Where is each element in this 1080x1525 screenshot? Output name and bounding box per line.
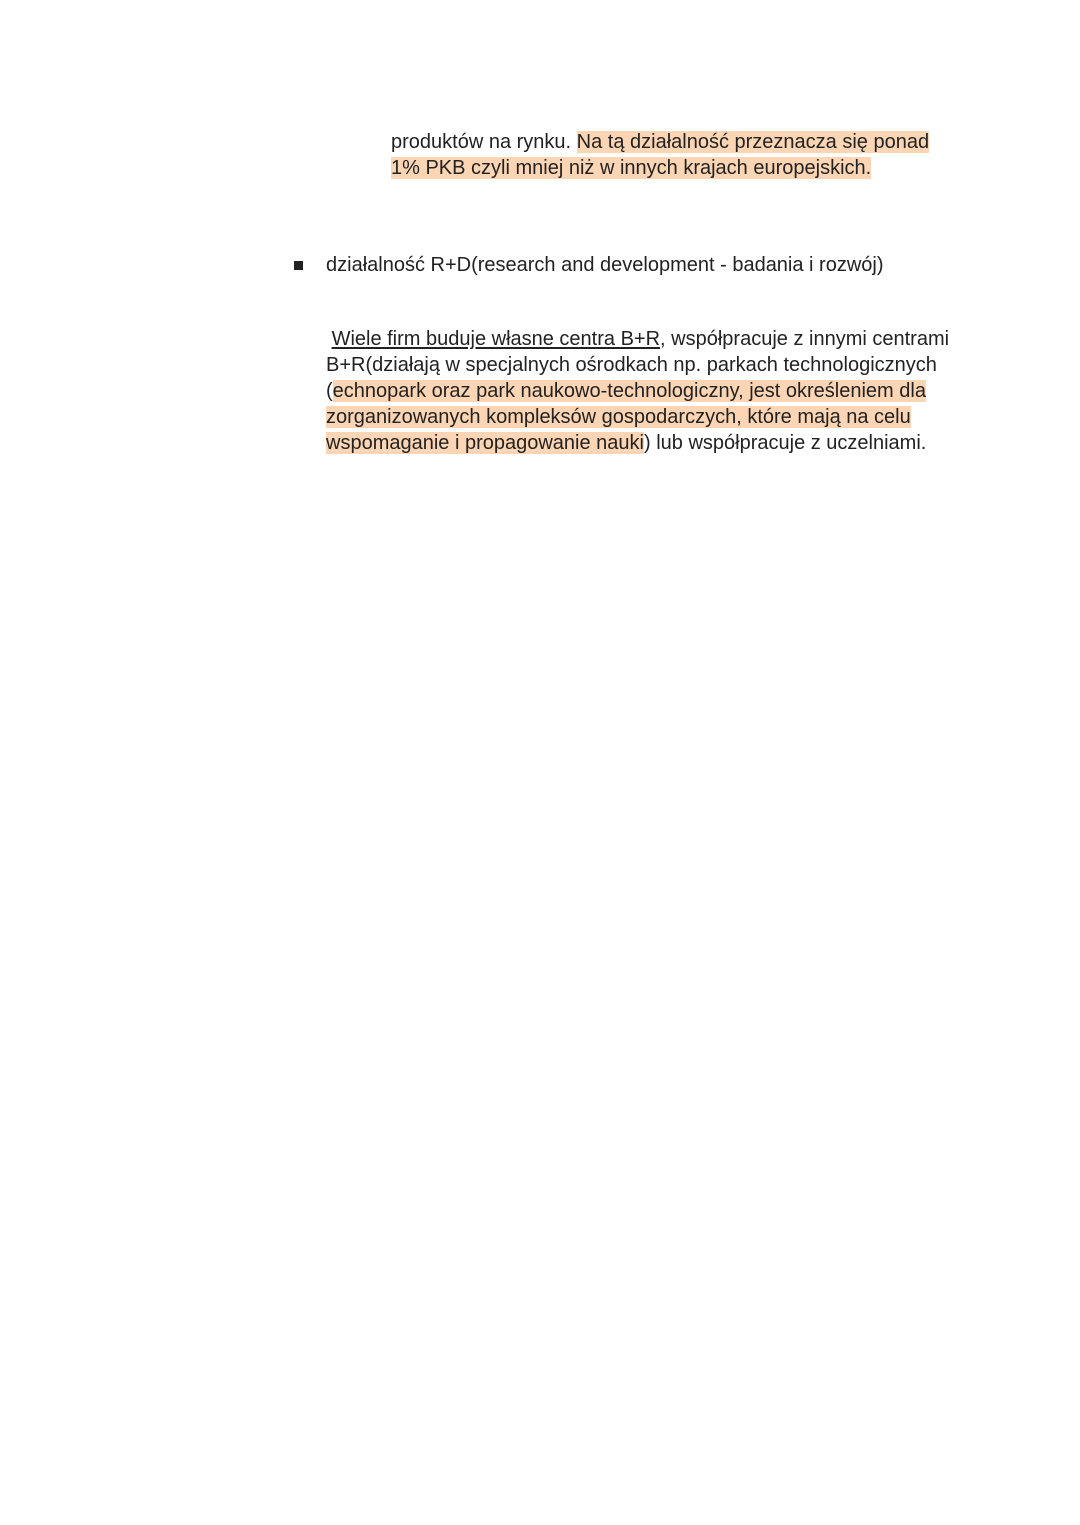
continuation-line-2	[391, 155, 929, 181]
paragraph-text: (	[326, 380, 333, 402]
paragraph-text: ) lub współpracuje z uczelniami.	[644, 432, 927, 454]
paragraph-line-3	[326, 378, 949, 404]
list-item-label: działalność R+D(research and development - badania i rozwój)	[326, 254, 884, 276]
continuation-plain-text: produktów na rynku.	[391, 131, 577, 153]
underlined-text: Wiele firm buduje własne centra B+R	[331, 328, 661, 350]
highlighted-text: zorganizowanych kompleksów gospodarczych, które mają na celu	[326, 406, 911, 428]
paragraph-text: , współpracuje z innymi centrami	[660, 328, 950, 350]
continuation-line-1	[391, 129, 929, 155]
highlighted-text: echnopark oraz park naukowo-technologiczny, jest określeniem dla	[332, 380, 926, 402]
highlighted-text: wspomaganie i propagowanie nauki	[326, 432, 644, 454]
paragraph-line-2	[326, 352, 949, 378]
body-paragraph	[326, 326, 949, 456]
square-bullet-icon	[294, 261, 303, 270]
continuation-paragraph	[391, 129, 929, 181]
paragraph-line-1	[326, 326, 949, 352]
highlighted-text: 1% PKB czyli mniej niż w innych krajach europejskich.	[391, 157, 872, 179]
paragraph-line-5	[326, 430, 949, 456]
paragraph-line-4	[326, 404, 949, 430]
paragraph-text: B+R(działają w specjalnych ośrodkach np. parkach technologicznych	[326, 354, 937, 376]
highlighted-text: Na tą działalność przeznacza się ponad	[576, 131, 930, 153]
